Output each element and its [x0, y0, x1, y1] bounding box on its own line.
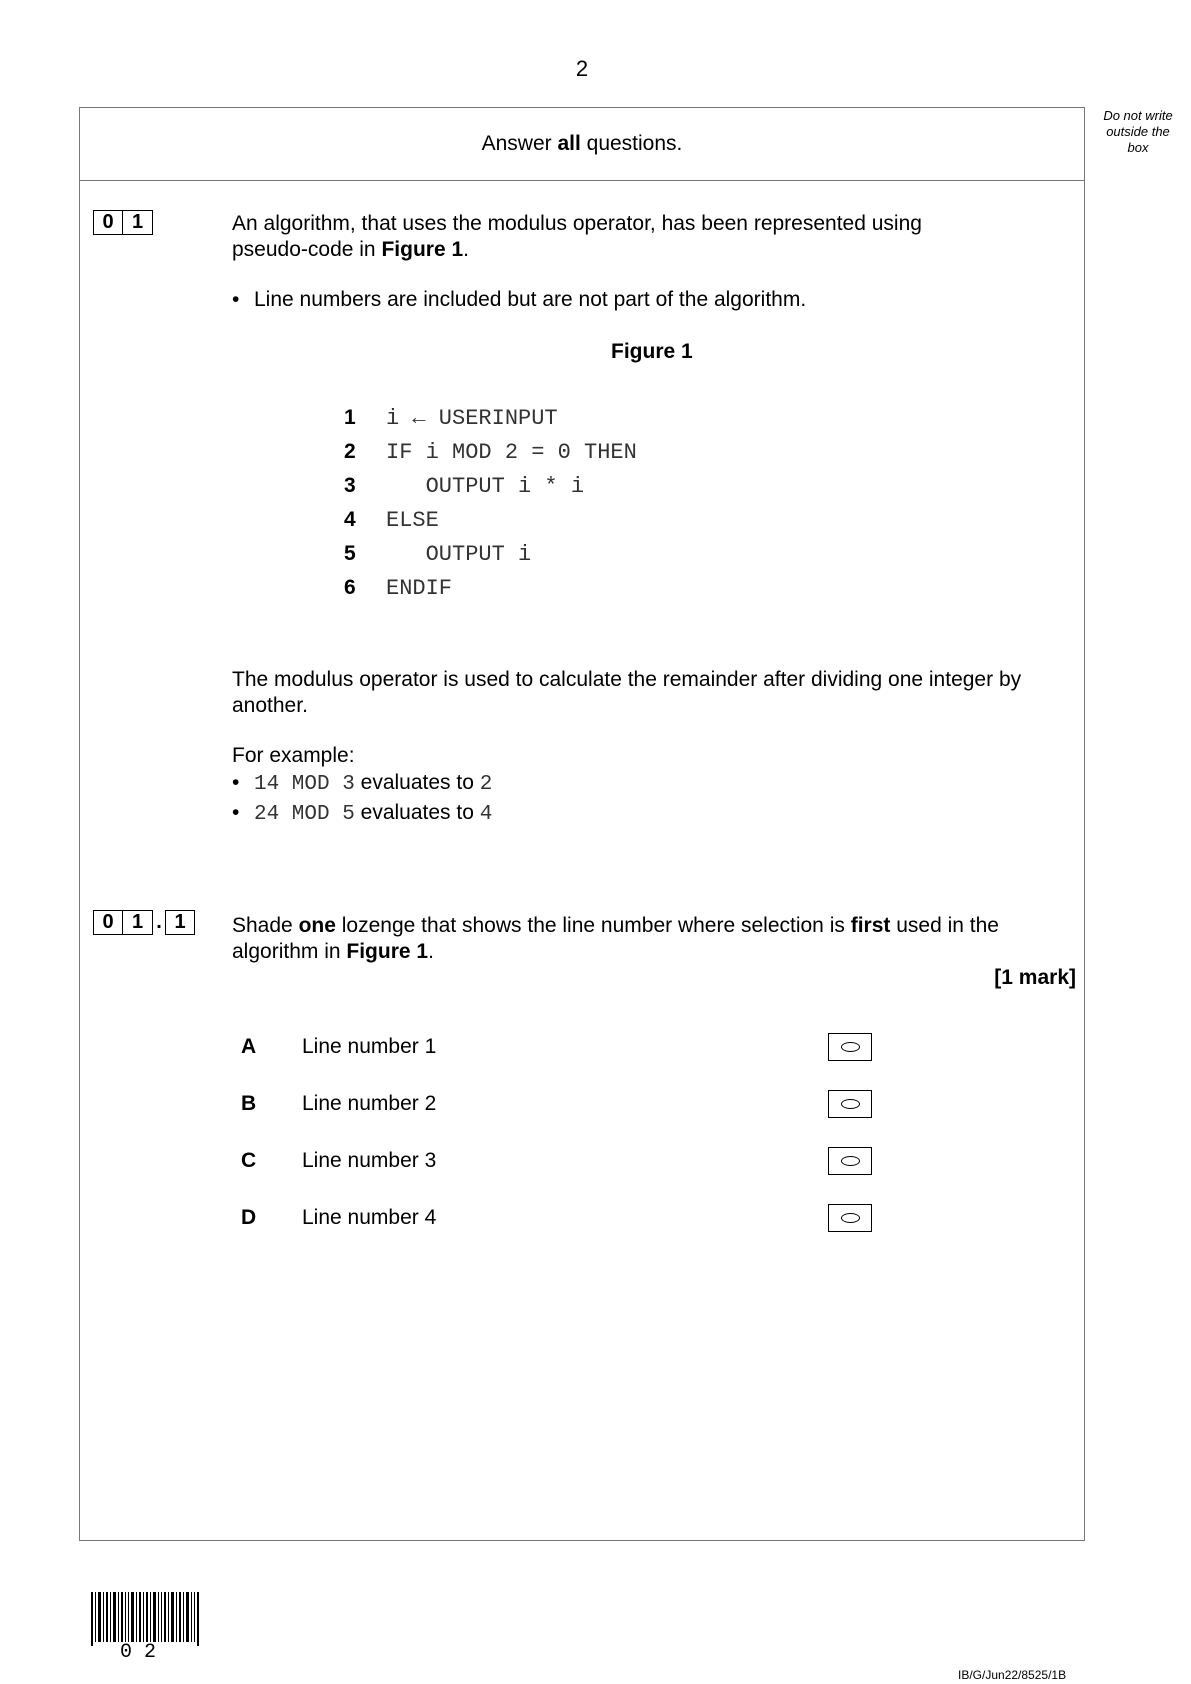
example-text: evaluates to — [354, 801, 480, 824]
option-text: Line number 2 — [302, 1091, 437, 1115]
prompt-text: algorithm in — [232, 940, 347, 963]
figure-reference: Figure 1 — [381, 238, 464, 261]
pseudo-code-figure — [344, 401, 637, 605]
code-text: OUTPUT i — [386, 541, 532, 567]
answer-lozenge-c[interactable] — [828, 1147, 872, 1175]
margin-note — [1092, 108, 1184, 156]
example-expression: 24 MOD 5 — [254, 803, 355, 826]
example-label: For example: — [232, 744, 355, 767]
example-item — [232, 769, 492, 799]
answer-option — [241, 1132, 872, 1189]
prompt-line — [232, 939, 1082, 965]
code-line — [344, 401, 637, 435]
example-result: 4 — [479, 803, 493, 826]
instructions-text: questions. — [580, 132, 683, 155]
lozenge-oval-icon — [841, 1156, 860, 1166]
code-line — [344, 435, 637, 469]
code-line-number: 5 — [344, 542, 356, 565]
lozenge-oval-icon — [841, 1099, 860, 1109]
code-line-number: 1 — [344, 406, 356, 429]
instructions-bold: all — [557, 132, 581, 155]
lozenge-oval-icon — [841, 1042, 860, 1052]
code-text: i ← USERINPUT — [386, 405, 558, 431]
example-result: 2 — [479, 773, 493, 796]
figure-title: Figure 1 — [611, 340, 693, 363]
option-letter: C — [241, 1148, 257, 1172]
answer-lozenge-a[interactable] — [828, 1033, 872, 1061]
question-number-cell: 0 — [93, 910, 123, 935]
explanation-line: The modulus operator is used to calculate the remainder after dividing one integer by — [232, 668, 1022, 691]
page-number: 2 — [575, 56, 589, 81]
margin-note-line: box — [1127, 140, 1149, 155]
mark-allocation: [1 mark] — [994, 966, 1076, 989]
barcode-number: 02 — [120, 1641, 169, 1664]
option-text: Line number 4 — [302, 1205, 437, 1229]
margin-note-line: outside the — [1106, 124, 1170, 139]
prompt-bold: one — [298, 914, 336, 937]
figure-reference: Figure 1 — [346, 940, 429, 963]
question-number-cell: 1 — [123, 210, 153, 235]
example-item — [232, 799, 492, 829]
question-number-01-1 — [93, 910, 195, 935]
example-list — [232, 769, 492, 829]
question-number-separator: . — [156, 911, 162, 933]
answer-lozenge-b[interactable] — [828, 1090, 872, 1118]
intro-text: . — [463, 238, 469, 261]
code-text: ELSE — [386, 507, 439, 533]
answer-options — [241, 1018, 872, 1246]
line-numbers-note: • Line numbers are included but are not part of the algorithm. — [232, 286, 806, 314]
prompt-text: Shade — [232, 914, 299, 937]
intro-line — [232, 237, 1082, 263]
instructions-text: Answer — [481, 132, 558, 155]
instructions — [79, 132, 1085, 156]
example-expression: 14 MOD 3 — [254, 773, 355, 796]
answer-frame — [79, 107, 1085, 1541]
answer-option — [241, 1018, 872, 1075]
code-line — [344, 571, 637, 605]
intro-text: pseudo-code in — [232, 238, 382, 261]
question-prompt — [232, 913, 1082, 965]
option-text: Line number 3 — [302, 1148, 437, 1172]
question-number-01 — [93, 210, 153, 235]
answer-option — [241, 1189, 872, 1246]
paper-reference-code: IB/G/Jun22/8525/1B — [958, 1668, 1067, 1682]
answer-option — [241, 1075, 872, 1132]
code-line-number: 3 — [344, 474, 356, 497]
question-number-cell: 1 — [165, 910, 195, 935]
explanation-line: another. — [232, 694, 308, 717]
code-text: ENDIF — [386, 575, 453, 601]
prompt-text: lozenge that shows the line number where selection is — [335, 914, 851, 937]
modulus-explanation — [232, 667, 1082, 719]
lozenge-oval-icon — [841, 1213, 860, 1223]
prompt-bold: first — [850, 914, 891, 937]
option-text: Line number 1 — [302, 1034, 437, 1058]
barcode-icon — [91, 1592, 200, 1646]
prompt-line — [232, 913, 1082, 939]
option-letter: D — [241, 1205, 257, 1229]
prompt-text: used in the — [890, 914, 999, 937]
answer-lozenge-d[interactable] — [828, 1204, 872, 1232]
prompt-text: . — [428, 940, 434, 963]
code-line — [344, 503, 637, 537]
code-line-number: 4 — [344, 508, 356, 531]
option-letter: B — [241, 1091, 257, 1115]
question-number-cell: 1 — [123, 910, 153, 935]
code-text: OUTPUT i * i — [386, 473, 585, 499]
code-line — [344, 469, 637, 503]
question-number-cell: 0 — [93, 210, 123, 235]
instructions-divider — [79, 180, 1085, 181]
example-text: evaluates to — [354, 771, 480, 794]
code-line-number: 2 — [344, 440, 356, 463]
code-text: IF i MOD 2 = 0 THEN — [386, 439, 637, 465]
margin-note-line: Do not write — [1103, 108, 1173, 123]
question-intro — [232, 211, 1082, 263]
intro-line: An algorithm, that uses the modulus operator, has been represented using — [232, 212, 922, 235]
code-line-number: 6 — [344, 576, 356, 599]
option-letter: A — [241, 1034, 257, 1058]
code-line — [344, 537, 637, 571]
